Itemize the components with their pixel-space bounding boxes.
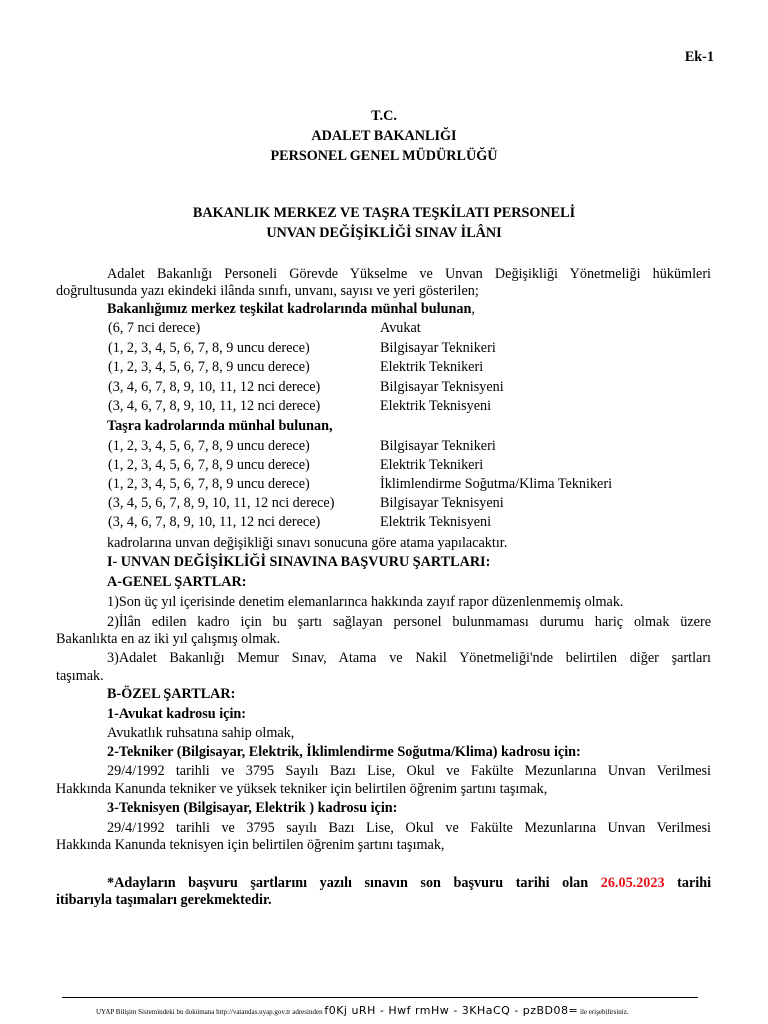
teknisyen-condition-line1: 29/4/1992 tarihli ve 3795 sayılı Bazı Lise, Okul ve Fakülte Mezunlarına Unvan Verilmesi — [107, 820, 711, 836]
announcement-title-line2: UNVAN DEĞİŞİKLİĞİ SINAV İLÂNI — [266, 225, 502, 241]
technician-heading: 2-Tekniker (Bilgisayar, Elektrik, İklimlendirme Soğutma/Klima) kadrosu için: — [107, 744, 581, 760]
merkez-row-title: Elektrik Teknisyeni — [380, 398, 492, 414]
tasra-row-degree: (1, 2, 3, 4, 5, 6, 7, 8, 9 uncu derece) — [108, 457, 310, 473]
tasra-row-degree: (1, 2, 3, 4, 5, 6, 7, 8, 9 uncu derece) — [108, 438, 310, 454]
tasra-row-title: Elektrik Teknikeri — [380, 457, 484, 473]
tasra-row-title: Bilgisayar Teknisyeni — [380, 495, 504, 511]
deadline-date: 26.05.2023 — [600, 875, 665, 891]
footer-divider — [62, 997, 698, 998]
general-conditions-heading: A-GENEL ŞARTLAR: — [107, 574, 247, 590]
deadline-text-after: tarihi — [677, 875, 712, 891]
footer-verification-code: f0Kj uRH - Hwf rmHw - 3KHaCQ - pzBD08= — [324, 1004, 579, 1017]
assignment-note: kadrolarına unvan değişikliği sınavı sonucuna göre atama yapılacaktır. — [107, 535, 508, 551]
footer — [96, 1006, 629, 1017]
tasra-row-degree: (3, 4, 5, 6, 7, 8, 9, 10, 11, 12 nci derece) — [108, 495, 335, 511]
deadline-line1 — [107, 875, 711, 892]
general-condition-3-line2: taşımak. — [56, 668, 104, 684]
special-conditions-heading: B-ÖZEL ŞARTLAR: — [107, 686, 236, 702]
merkez-row-degree: (1, 2, 3, 4, 5, 6, 7, 8, 9 uncu derece) — [108, 340, 310, 356]
announcement-title-line1: BAKANLIK MERKEZ VE TAŞRA TEŞKİLATI PERSONELİ — [192, 205, 576, 221]
merkez-heading — [107, 301, 475, 318]
deadline-line2: itibarıyla taşımaları gerekmektedir. — [56, 892, 272, 908]
technician-condition-line2: Hakkında Kanunda tekniker ve yüksek tekniker için belirtilen öğrenim şartını taşımak, — [56, 781, 548, 797]
merkez-row-degree: (3, 4, 6, 7, 8, 9, 10, 11, 12 nci derece) — [108, 379, 321, 395]
merkez-row-degree: (6, 7 nci derece) — [108, 320, 201, 336]
general-condition-2-line2: Bakanlıkta en az iki yıl çalışmış olmak. — [56, 631, 281, 647]
annex-label: Ek-1 — [684, 49, 714, 65]
general-condition-2-line1: 2)İlân edilen kadro için bu şartı sağlayan personel bulunmaması durumu hariç olmak üzere — [107, 614, 711, 630]
footer-suffix: ile erişebilirsiniz. — [580, 1008, 629, 1016]
header-ministry: ADALET BAKANLIĞI — [311, 128, 457, 144]
tasra-row-title: İklimlendirme Soğutma/Klima Teknikeri — [380, 476, 613, 492]
lawyer-condition: Avukatlık ruhsatına sahip olmak, — [107, 725, 295, 741]
general-condition-1: 1)Son üç yıl içerisinde denetim elemanlarınca hakkında zayıf rapor düzenlenmemiş olmak. — [107, 594, 624, 610]
merkez-heading-suffix: , — [471, 301, 475, 317]
intro-line2: doğrultusunda yazı ekindeki ilânda sınıfı, unvanı, sayısı ve yeri gösterilen; — [56, 283, 479, 299]
tasra-row-title: Elektrik Teknisyeni — [380, 514, 492, 530]
tasra-row-degree: (3, 4, 6, 7, 8, 9, 10, 11, 12 nci derece) — [108, 514, 321, 530]
merkez-row-title: Bilgisayar Teknisyeni — [380, 379, 504, 395]
merkez-row-title: Avukat — [380, 320, 421, 336]
lawyer-heading: 1-Avukat kadrosu için: — [107, 706, 247, 722]
teknisyen-heading: 3-Teknisyen (Bilgisayar, Elektrik ) kadrosu için: — [107, 800, 398, 816]
header-tc: T.C. — [371, 108, 397, 124]
tasra-row-title: Bilgisayar Teknikeri — [380, 438, 496, 454]
header-directorate: PERSONEL GENEL MÜDÜRLÜĞÜ — [270, 148, 498, 164]
footer-prefix: UYAP Bilişim Sistemindeki bu dokümana http://vatandas.uyap.gov.tr adresinden — [96, 1008, 323, 1016]
merkez-row-title: Elektrik Teknikeri — [380, 359, 484, 375]
deadline-text-before: *Adayların başvuru şartlarını yazılı sınavın son başvuru tarihi olan — [107, 875, 589, 891]
general-condition-3-line1: 3)Adalet Bakanlığı Memur Sınav, Atama ve Nakil Yönetmeliği'nde belirtilen diğer şartları — [107, 650, 711, 666]
technician-condition-line1: 29/4/1992 tarihli ve 3795 Sayılı Bazı Lise, Okul ve Fakülte Mezunlarına Unvan Verilmesi — [107, 763, 711, 779]
merkez-row-degree: (1, 2, 3, 4, 5, 6, 7, 8, 9 uncu derece) — [108, 359, 310, 375]
section1-heading: I- UNVAN DEĞİŞİKLİĞİ SINAVINA BAŞVURU ŞARTLARI: — [107, 554, 491, 570]
tasra-heading: Taşra kadrolarında münhal bulunan, — [107, 418, 333, 434]
teknisyen-condition-line2: Hakkında Kanunda teknisyen için belirtilen öğrenim şartını taşımak, — [56, 837, 445, 853]
merkez-row-degree: (3, 4, 6, 7, 8, 9, 10, 11, 12 nci derece) — [108, 398, 321, 414]
merkez-heading-text: Bakanlığımız merkez teşkilat kadrolarında münhal bulunan — [107, 301, 472, 317]
tasra-row-degree: (1, 2, 3, 4, 5, 6, 7, 8, 9 uncu derece) — [108, 476, 310, 492]
intro-line1: Adalet Bakanlığı Personeli Görevde Yükselme ve Unvan Değişikliği Yönetmeliği hükümleri — [107, 266, 711, 282]
merkez-row-title: Bilgisayar Teknikeri — [380, 340, 496, 356]
